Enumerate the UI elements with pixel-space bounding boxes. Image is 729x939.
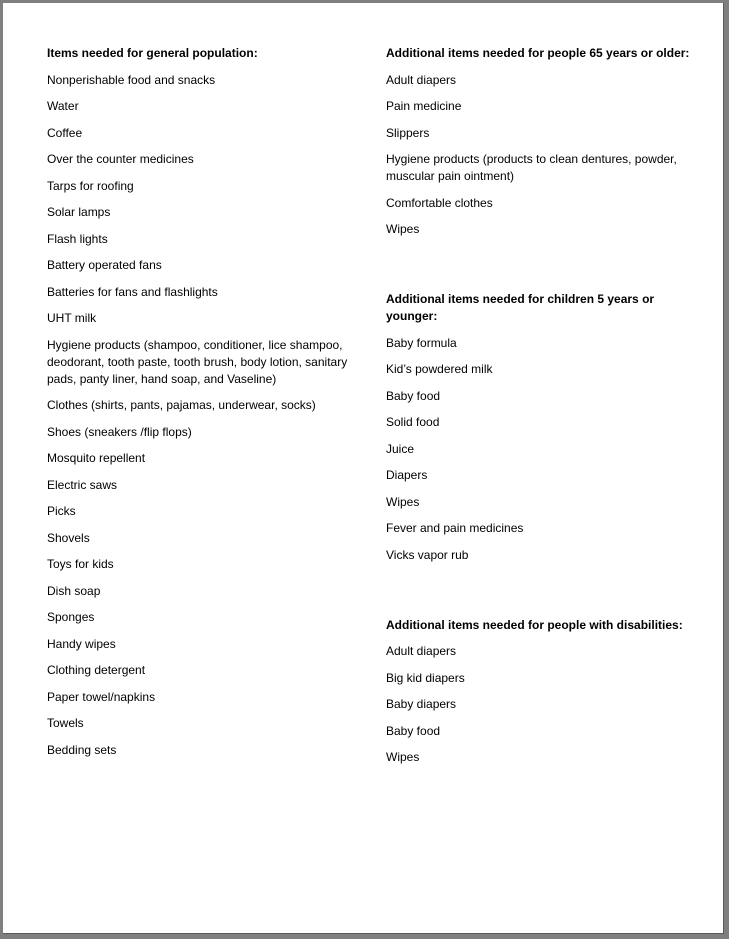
list-item: Wipes <box>386 222 420 236</box>
list-item: Flash lights <box>47 231 108 246</box>
list-item: Baby food <box>386 723 441 738</box>
list-item: Battery operated fans <box>47 258 162 272</box>
list-item: Wipes <box>386 750 420 764</box>
list-item: UHT milk <box>47 311 97 325</box>
general-population-list <box>47 45 357 759</box>
list-item: Towels <box>47 716 84 730</box>
list-item: Vicks vapor rub <box>386 547 469 562</box>
list-item: Clothing detergent <box>47 663 146 677</box>
list-item: Handy wipes <box>47 636 116 651</box>
list-item: Picks <box>47 504 76 518</box>
list-item: Wipes <box>386 494 420 509</box>
list-item: Nonperishable food and snacks <box>47 72 216 87</box>
list-item: Sponges <box>47 610 95 624</box>
list-item: Pain medicine <box>386 99 462 113</box>
list-item: Baby diapers <box>386 697 457 711</box>
list-item: Big kid diapers <box>386 670 465 685</box>
list-item: Baby formula <box>386 335 457 350</box>
list-item: Batteries for fans and flashlights <box>47 284 218 299</box>
list-item: Kid’s powdered milk <box>386 362 493 376</box>
list-item: Electric saws <box>47 477 118 492</box>
general-population-heading: Items needed for general population: <box>47 46 258 60</box>
list-item: Tarps for roofing <box>47 178 134 193</box>
list-item: Hygiene products (products to clean dentures, powder, muscular pain ointment) <box>386 152 677 183</box>
list-item: Over the counter medicines <box>47 152 194 166</box>
list-item: Juice <box>386 441 415 456</box>
list-item: Solid food <box>386 415 440 429</box>
list-item: Paper towel/napkins <box>47 689 156 704</box>
list-item: Dish soap <box>47 583 101 598</box>
list-item: Fever and pain medicines <box>386 521 524 535</box>
additional-items-column <box>386 45 696 766</box>
list-item: Comfortable clothes <box>386 195 493 210</box>
list-item: Adult diapers <box>386 644 457 658</box>
list-item: Diapers <box>386 468 428 482</box>
list-item: Adult diapers <box>386 72 457 87</box>
list-item: Slippers <box>386 125 430 140</box>
list-item: Shoes (sneakers /flip flops) <box>47 424 192 439</box>
document-page <box>3 3 724 934</box>
list-item: Shovels <box>47 530 90 545</box>
list-item: Coffee <box>47 125 83 140</box>
list-item: Hygiene products (shampoo, conditioner, lice shampoo, deodorant, tooth paste, tooth brush, body lotion, sanitary pads, panty liner, hand soap, and Vaseline) <box>47 337 348 386</box>
list-item: Baby food <box>386 388 441 403</box>
seniors-heading: Additional items needed for people 65 years or older: <box>386 46 690 60</box>
list-item: Mosquito repellent <box>47 451 146 465</box>
children-heading: Additional items needed for children 5 years or younger: <box>386 292 655 323</box>
list-item: Toys for kids <box>47 557 114 571</box>
list-item: Solar lamps <box>47 205 111 219</box>
disabilities-heading: Additional items needed for people with disabilities: <box>386 617 683 632</box>
list-item: Bedding sets <box>47 742 117 757</box>
list-item: Clothes (shirts, pants, pajamas, underwear, socks) <box>47 398 316 412</box>
list-item: Water <box>47 99 79 113</box>
